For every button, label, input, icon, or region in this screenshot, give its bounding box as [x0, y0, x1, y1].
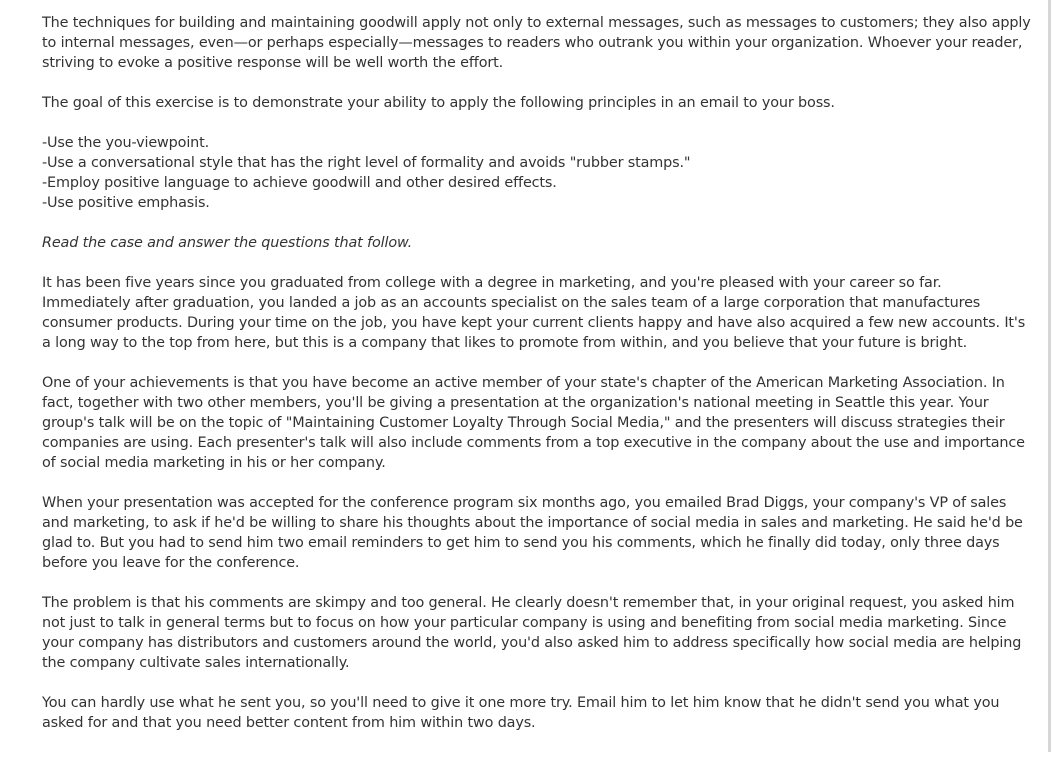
- paragraph-problem: The problem is that his comments are skimpy and too general. He clearly doesn't remember that, in your original request, you asked him not just to talk in general terms but to focus on how your particular company is using and benefiting from social media marketing. Since your company has distributors and customers around the world, you'd also asked him to address specifically how social media are helping the company cultivate sales internationally.: [42, 595, 1022, 671]
- principles-list: [42, 133, 1032, 213]
- paragraph-goal: The goal of this exercise is to demonstrate your ability to apply the following principles in an email to your boss.: [42, 95, 835, 111]
- principle-item: -Employ positive language to achieve goodwill and other desired effects.: [42, 175, 557, 191]
- paragraph-case-background: It has been five years since you graduated from college with a degree in marketing, and you're pleased with your career so far. Immediately after graduation, you landed a job as an accounts specialist on the sales team of a large corporation that manufactures consumer products. During your time on the job, you have kept your current clients happy and have also acquired a few new accounts. It's a long way to the top from here, but this is a company that likes to promote from within, and you believe that your future is bright.: [42, 275, 1026, 351]
- principle-item: -Use positive emphasis.: [42, 195, 210, 211]
- instruction-italic: Read the case and answer the questions that follow.: [42, 235, 413, 251]
- paragraph-request: When your presentation was accepted for the conference program six months ago, you emailed Brad Diggs, your company's VP of sales and marketing, to ask if he'd be willing to share his thoughts about the importance of social media in sales and marketing. He said he'd be glad to. But you had to send him two email reminders to get him to send you his comments, which he finally did today, only three days before you leave for the conference.: [42, 495, 1023, 571]
- paragraph-achievements: One of your achievements is that you have become an active member of your state's chapter of the American Marketing Association. In fact, together with two other members, you'll be giving a presentation at the organization's national meeting in Seattle this year. Your group's talk will be on the topic of "Maintaining Customer Loyalty Through Social Media," and the presenters will discuss strategies their companies are using. Each presenter's talk will also include comments from a top executive in the company about the use and importance of social media marketing in his or her company.: [42, 375, 1025, 471]
- instruction-text: [42, 233, 1032, 253]
- principle-item: -Use a conversational style that has the right level of formality and avoids "rubber stamps.": [42, 155, 691, 171]
- paragraph-intro: The techniques for building and maintaining goodwill apply not only to external messages, such as messages to customers; they also apply to internal messages, even—or perhaps especially—messages to readers who outrank you within your organization. Whoever your reader, striving to evoke a positive response will be well worth the effort.: [42, 15, 1031, 71]
- principle-item: -Use the you-viewpoint.: [42, 135, 210, 151]
- paragraph-task: You can hardly use what he sent you, so you'll need to give it one more try. Email him to let him know that he didn't send you what you asked for and that you need better content from him within two days.: [42, 695, 1000, 731]
- document-body: [42, 13, 1032, 753]
